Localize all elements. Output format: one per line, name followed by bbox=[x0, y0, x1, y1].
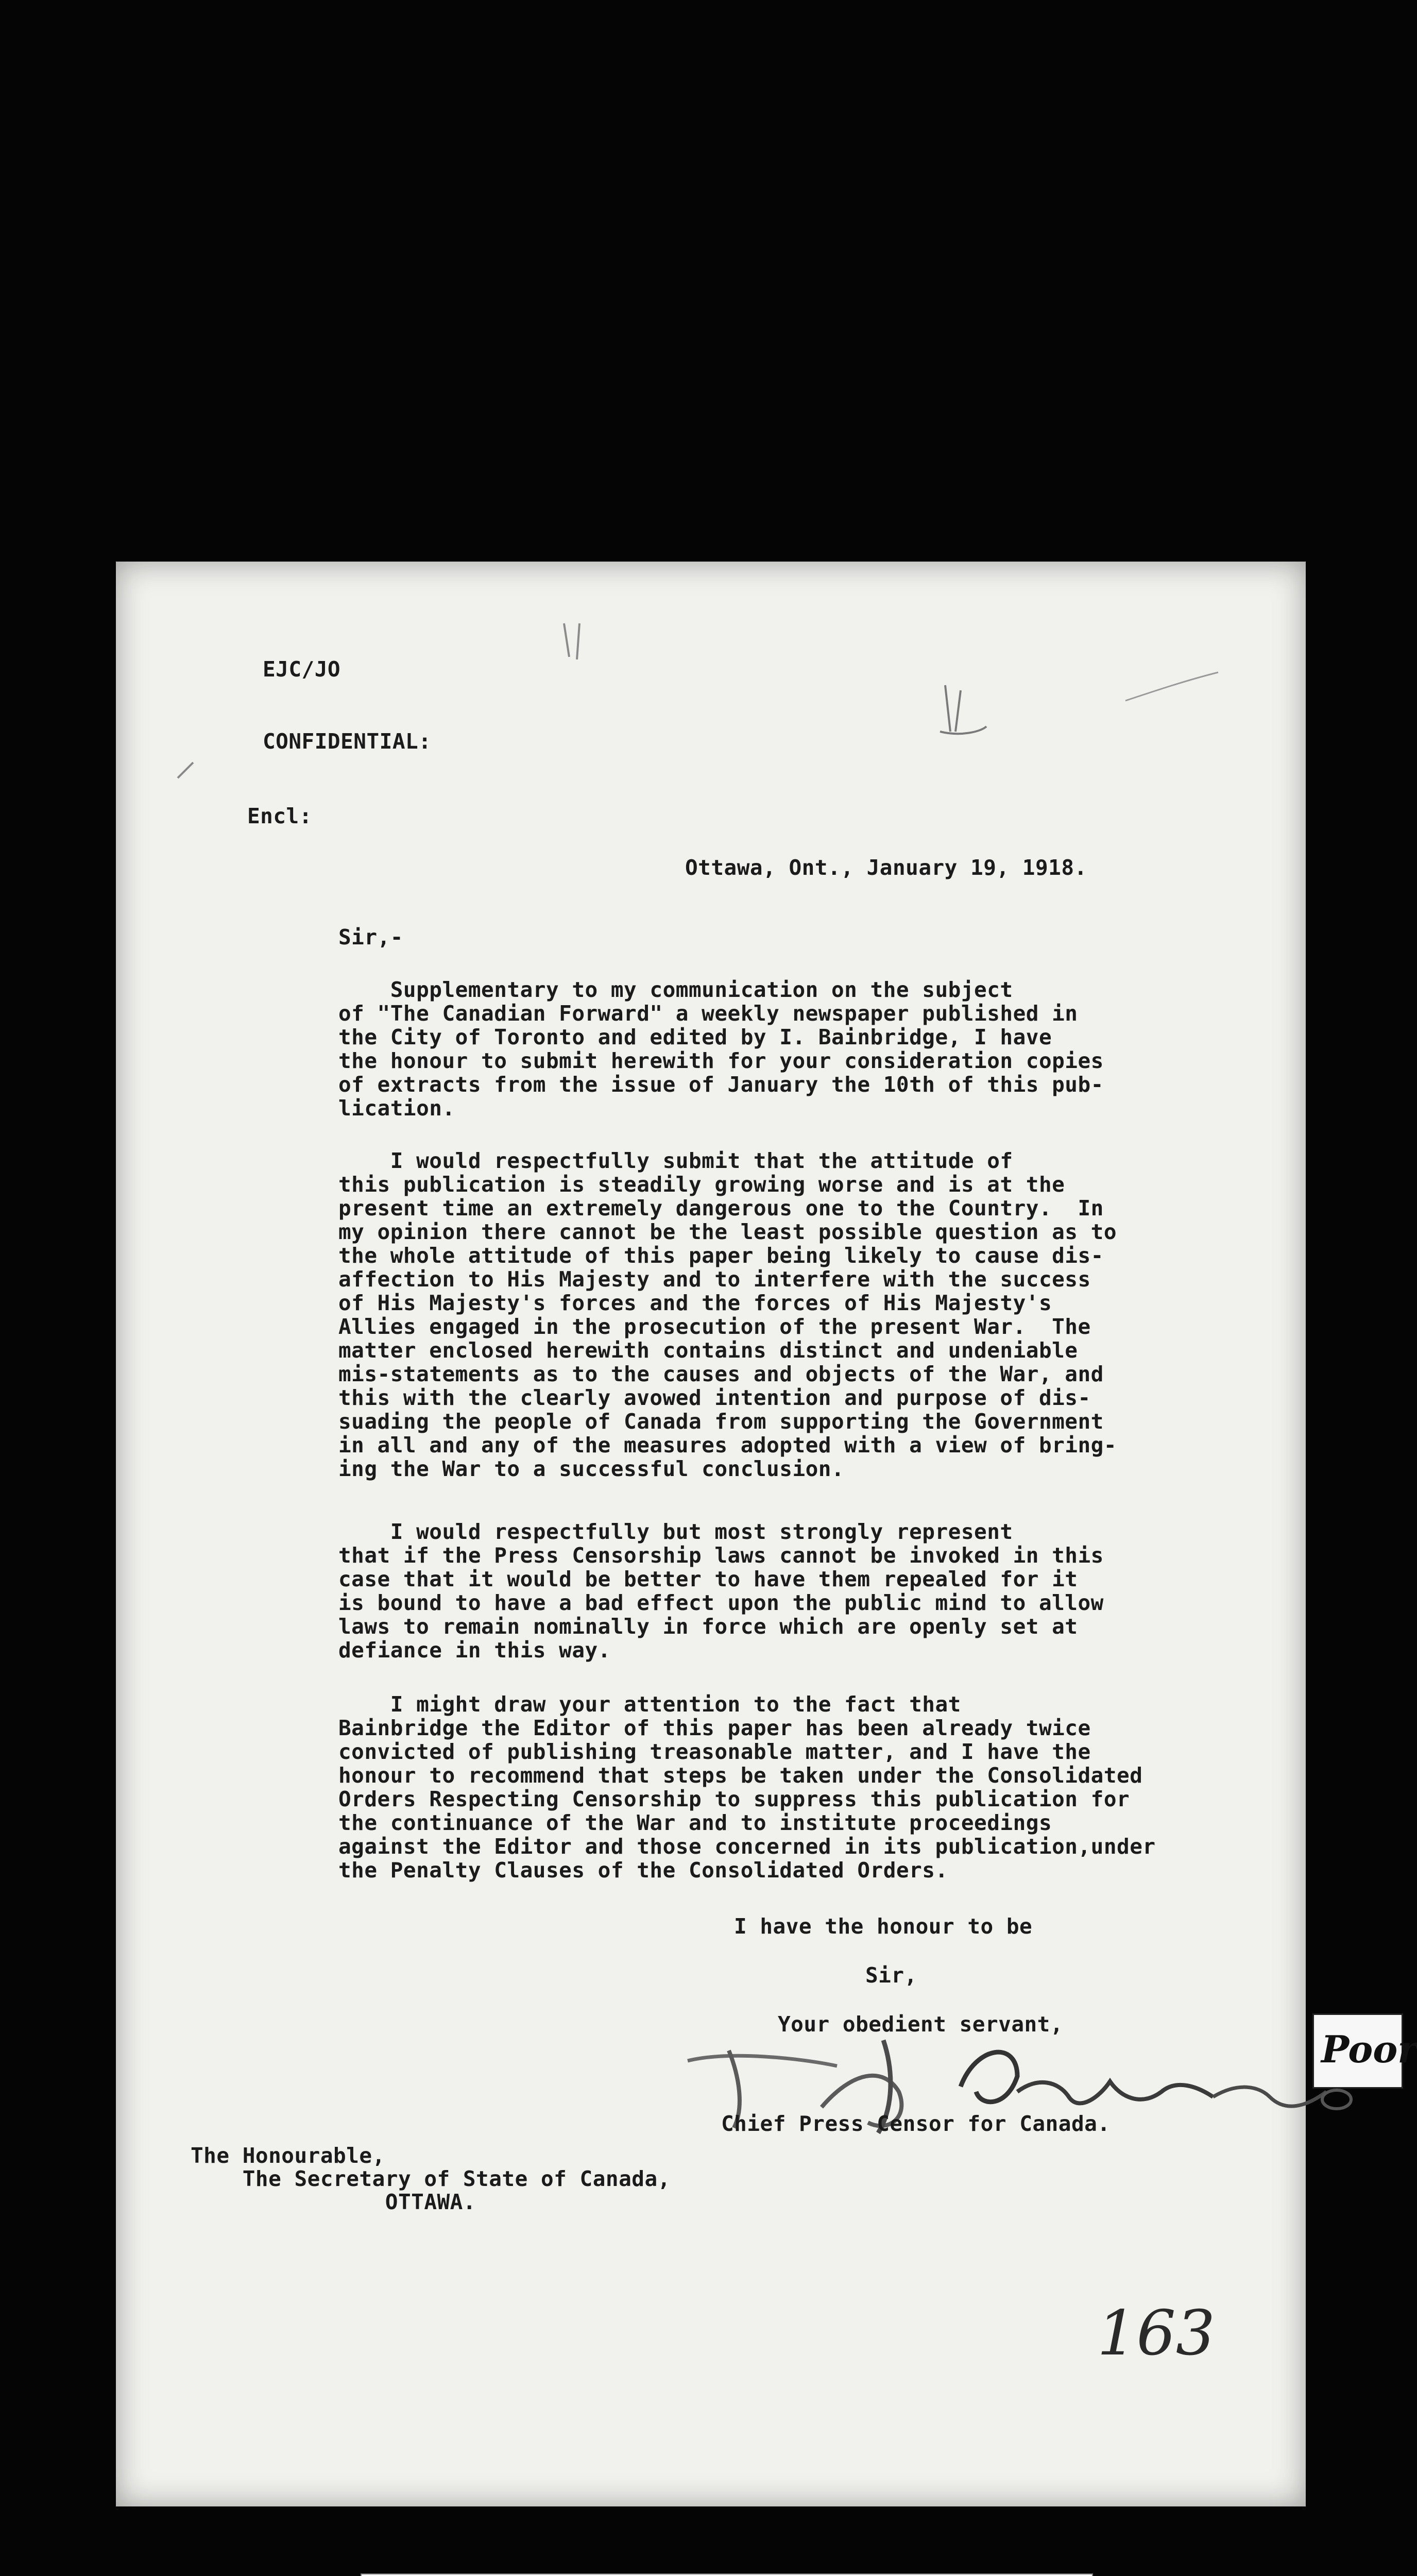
paragraph-line: honour to recommend that steps be taken under the Consolidated bbox=[338, 1763, 1143, 1788]
pencil-marks bbox=[116, 562, 1306, 2506]
paragraph-line: of His Majesty's forces and the forces of His Majesty's bbox=[338, 1291, 1052, 1315]
paragraph-line: ing the War to a successful conclusion. bbox=[338, 1456, 845, 1481]
paragraph-line: the Penalty Clauses of the Consolidated Orders. bbox=[338, 1858, 948, 1883]
archive-reference-label bbox=[361, 2573, 1093, 2576]
letter-page bbox=[116, 562, 1306, 2506]
closing-honour: I have the honour to be bbox=[734, 1914, 1033, 1939]
paragraph-line: I might draw your attention to the fact that bbox=[338, 1692, 961, 1717]
paragraph-line: suading the people of Canada from supporting the Government bbox=[338, 1409, 1104, 1434]
paragraph-line: Orders Respecting Censorship to suppress this publication for bbox=[338, 1787, 1130, 1811]
paragraph-line: laws to remain nominally in force which are openly set at bbox=[338, 1614, 1078, 1639]
place-date: Ottawa, Ont., January 19, 1918. bbox=[685, 855, 1087, 880]
condition-tag-text: Poor bbox=[1321, 2027, 1417, 2071]
paragraph-line: the honour to submit herewith for your consideration copies bbox=[338, 1048, 1104, 1073]
paragraph-line: Supplementary to my communication on the subject bbox=[338, 977, 1013, 1002]
paragraph-line: matter enclosed herewith contains distinct and undeniable bbox=[338, 1338, 1078, 1363]
paragraph-line: I would respectfully submit that the attitude of bbox=[338, 1148, 1013, 1173]
addressee-line-3: OTTAWA. bbox=[191, 2190, 476, 2214]
salutation: Sir,- bbox=[338, 925, 403, 950]
condition-tag bbox=[1312, 2013, 1417, 2089]
addressee-line-1: The Honourable, bbox=[191, 2143, 385, 2168]
paragraph-line: case that it would be better to have them repealed for it bbox=[338, 1567, 1078, 1591]
paragraph-line: this with the clearly avowed intention and purpose of dis- bbox=[338, 1385, 1091, 1410]
paragraph-line: present time an extremely dangerous one to the Country. In bbox=[338, 1196, 1104, 1221]
paragraph-line: Allies engaged in the prosecution of the present War. The bbox=[338, 1314, 1091, 1339]
paragraph-line: that if the Press Censorship laws cannot be invoked in this bbox=[338, 1543, 1104, 1568]
paragraph-line: of "The Canadian Forward" a weekly newspaper published in bbox=[338, 1001, 1078, 1026]
closing-servant: Your obedient servant, bbox=[778, 2012, 1064, 2037]
paragraph-line: defiance in this way. bbox=[338, 1638, 611, 1663]
confidential-label: CONFIDENTIAL: bbox=[263, 729, 432, 754]
closing-sir: Sir, bbox=[865, 1963, 917, 1988]
paragraph-line: in all and any of the measures adopted with a view of bring- bbox=[338, 1433, 1117, 1458]
paragraph-line: against the Editor and those concerned in its publication,under bbox=[338, 1834, 1156, 1859]
reference-code: EJC/JO bbox=[263, 657, 341, 682]
paragraph-line: this publication is steadily growing worse and is at the bbox=[338, 1172, 1065, 1197]
addressee-line-2: The Secretary of State of Canada, bbox=[191, 2166, 671, 2191]
paragraph-line: mis-statements as to the causes and objects of the War, and bbox=[338, 1362, 1104, 1386]
paragraph-line: lication. bbox=[338, 1096, 455, 1121]
paragraph-line: affection to His Majesty and to interfere with the success bbox=[338, 1267, 1091, 1292]
paragraph-line: is bound to have a bad effect upon the public mind to allow bbox=[338, 1590, 1104, 1615]
paragraph-line: the City of Toronto and edited by I. Bainbridge, I have bbox=[338, 1025, 1052, 1049]
paragraph-line: Bainbridge the Editor of this paper has been already twice bbox=[338, 1716, 1091, 1740]
paragraph-line: the whole attitude of this paper being likely to cause dis- bbox=[338, 1243, 1104, 1268]
paragraph-line: convicted of publishing treasonable matter, and I have the bbox=[338, 1739, 1091, 1764]
paragraph-line: I would respectfully but most strongly represent bbox=[338, 1519, 1013, 1544]
enclosure-label: Encl: bbox=[247, 804, 312, 828]
paragraph-line: my opinion there cannot be the least possible question as to bbox=[338, 1219, 1117, 1244]
paragraph-line: of extracts from the issue of January the 10th of this pub- bbox=[338, 1072, 1104, 1097]
handwritten-page-number: 163 bbox=[1097, 2298, 1216, 2369]
paragraph-line: the continuance of the War and to institute proceedings bbox=[338, 1810, 1052, 1835]
signatory-title: Chief Press Censor for Canada. bbox=[721, 2111, 1111, 2136]
